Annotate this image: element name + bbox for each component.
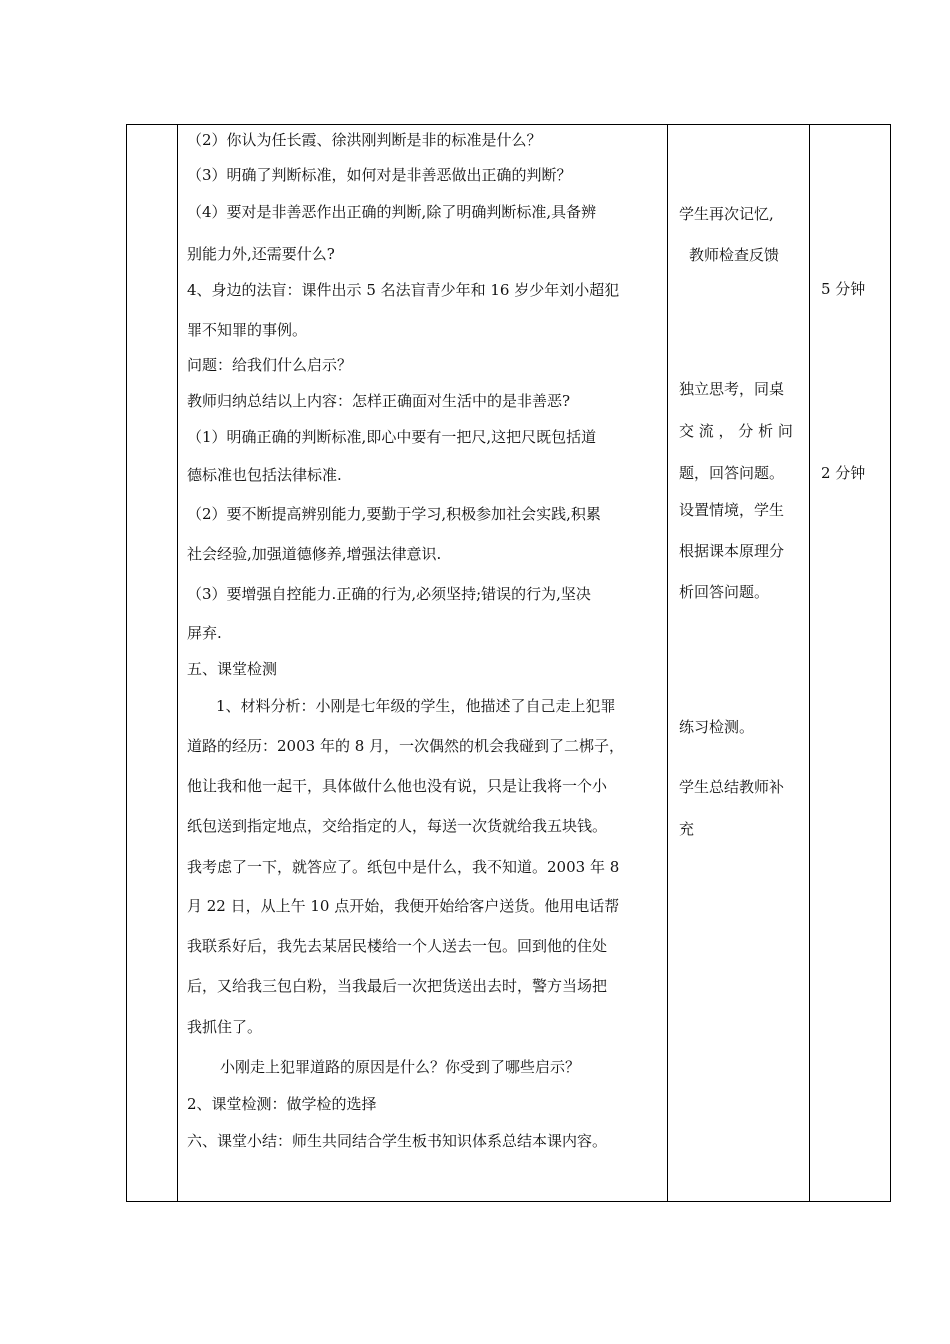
main-line: 2、课堂检测：做学检的选择 [187, 1095, 377, 1113]
activity-line: 根据课本原理分 [679, 542, 785, 560]
main-line: 屏弃. [187, 624, 222, 642]
main-line: （2）你认为任长霞、徐洪刚判断是非的标准是什么？ [187, 131, 542, 149]
main-line: 1、材料分析：小刚是七年级的学生，他描述了自己走上犯罪 [216, 697, 616, 715]
main-line: 他让我和他一起干，具体做什么他也没有说，只是让我将一个小 [187, 777, 608, 795]
column-divider-2 [667, 125, 668, 1201]
main-line: （2）要不断提高辨别能力,要勤于学习,积极参加社会实践,积累 [187, 505, 601, 523]
column-divider-1 [177, 125, 178, 1201]
activity-line: 学生再次记忆, [679, 205, 774, 223]
main-line: 道路的经历：2003 年的 8 月，一次偶然的机会我碰到了二梆子， [187, 737, 625, 755]
time-allocation: 5 分钟 [821, 280, 866, 298]
activity-line: 练习检测。 [679, 718, 755, 736]
main-line: （3）要增强自控能力.正确的行为,必须坚持;错误的行为,坚决 [187, 585, 591, 603]
main-line: 我抓住了。 [187, 1018, 263, 1036]
main-line: 我联系好后，我先去某居民楼给一个人送去一包。回到他的住处 [187, 937, 608, 955]
main-line: （4）要对是非善恶作出正确的判断,除了明确判断标准,具备辨 [187, 203, 597, 221]
main-line: 罪不知罪的事例。 [187, 321, 308, 339]
main-line: 社会经验,加强道德修养,增强法律意识. [187, 545, 442, 563]
main-line: 小刚走上犯罪道路的原因是什么？你受到了哪些启示？ [220, 1058, 581, 1076]
activity-line: 设置情境，学生 [679, 501, 785, 519]
activity-line: 交 流 ， 分 析 问 [679, 422, 793, 440]
activity-line: 独立思考，同桌 [679, 380, 785, 398]
main-line: 4、身边的法盲：课件出示 5 名法盲青少年和 16 岁少年刘小超犯 [187, 281, 620, 299]
section-heading: 五、课堂检测 [187, 660, 278, 678]
main-line: 我考虑了一下，就答应了。纸包中是什么，我不知道。2003 年 8 [187, 858, 620, 876]
main-line: （3）明确了判断标准，如何对是非善恶做出正确的判断？ [187, 166, 572, 184]
main-line: （1）明确正确的判断标准,即心中要有一把尺,这把尺既包括道 [187, 428, 597, 446]
main-line: 教师归纳总结以上内容：怎样正确面对生活中的是非善恶? [187, 392, 571, 410]
lesson-plan-table [126, 124, 891, 1202]
column-divider-3 [809, 125, 810, 1201]
activity-line: 学生总结教师补 [679, 778, 785, 796]
main-line: 问题：给我们什么启示？ [187, 356, 353, 374]
activity-line: 充 [679, 820, 695, 838]
main-line: 德标准也包括法律标准. [187, 466, 342, 484]
activity-line: 教师检查反馈 [689, 246, 780, 264]
time-allocation: 2 分钟 [821, 464, 866, 482]
main-line: 别能力外,还需要什么? [187, 245, 335, 263]
activity-line: 析回答问题。 [679, 583, 770, 601]
main-line: 后，又给我三包白粉，当我最后一次把货送出去时，警方当场把 [187, 977, 608, 995]
activity-line: 题，回答问题。 [679, 464, 785, 482]
main-line: 纸包送到指定地点，交给指定的人，每送一次货就给我五块钱。 [187, 817, 608, 835]
section-heading: 六、课堂小结：师生共同结合学生板书知识体系总结本课内容。 [187, 1132, 608, 1150]
main-line: 月 22 日，从上午 10 点开始，我便开始给客户送货。他用电话帮 [187, 897, 620, 915]
